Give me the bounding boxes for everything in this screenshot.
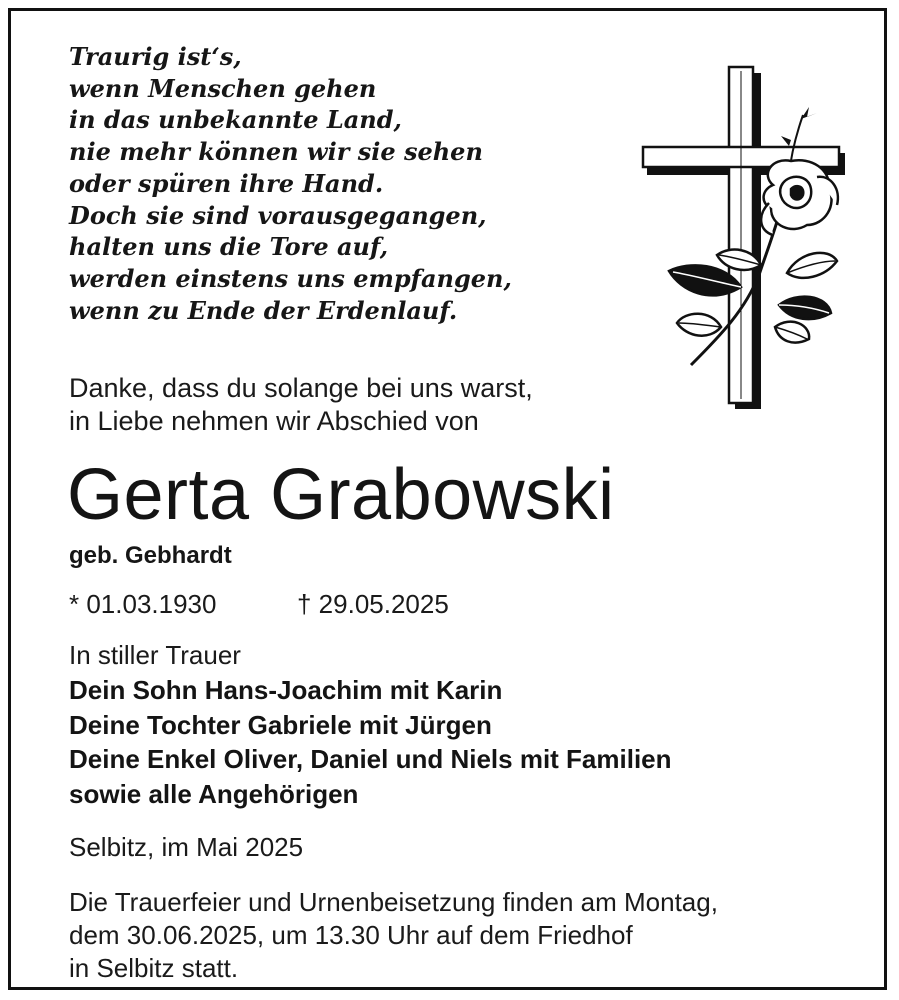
mourners-list xyxy=(69,673,672,811)
birth-date: * 01.03.1930 xyxy=(69,589,217,619)
maiden-name: geb. Gebhardt xyxy=(69,542,232,569)
mourner-line: Dein Sohn Hans-Joachim mit Karin xyxy=(69,675,503,705)
intro-line: in Liebe nehmen wir Abschied von xyxy=(69,406,479,436)
poem xyxy=(69,41,512,326)
poem-line: in das unbekannte Land, xyxy=(69,105,402,135)
death-date: † 29.05.2025 xyxy=(297,589,449,619)
cross-with-rose-icon xyxy=(641,65,851,415)
deceased-name: Gerta Grabowski xyxy=(67,455,615,535)
poem-line: Doch sie sind vorausgegangen, xyxy=(69,200,487,230)
mourner-line: Deine Enkel Oliver, Daniel und Niels mit Familien xyxy=(69,744,672,774)
funeral-line: dem 30.06.2025, um 13.30 Uhr auf dem Friedhof xyxy=(69,920,633,950)
funeral-notice xyxy=(69,886,718,985)
place-and-date: Selbitz, im Mai 2025 xyxy=(69,832,304,862)
poem-line: nie mehr können wir sie sehen xyxy=(69,137,483,167)
funeral-line: in Selbitz statt. xyxy=(69,953,239,983)
poem-line: wenn zu Ende der Erdenlauf. xyxy=(69,295,458,325)
poem-line: Traurig ist‘s, xyxy=(69,42,242,71)
obituary-frame xyxy=(8,8,887,990)
intro-line: Danke, dass du solange bei uns warst, xyxy=(69,373,533,403)
intro-text xyxy=(69,372,533,438)
poem-line: werden einstens uns empfangen, xyxy=(69,263,512,293)
mourners-intro: In stiller Trauer xyxy=(69,640,241,670)
life-dates xyxy=(69,587,449,621)
funeral-line: Die Trauerfeier und Urnenbeisetzung finden am Montag, xyxy=(69,887,718,917)
mourner-line: Deine Tochter Gabriele mit Jürgen xyxy=(69,709,492,740)
mourner-line: sowie alle Angehörigen xyxy=(69,778,359,809)
poem-line: wenn Menschen gehen xyxy=(69,73,377,103)
poem-line: oder spüren ihre Hand. xyxy=(69,168,384,198)
poem-line: halten uns die Tore auf, xyxy=(69,232,389,262)
